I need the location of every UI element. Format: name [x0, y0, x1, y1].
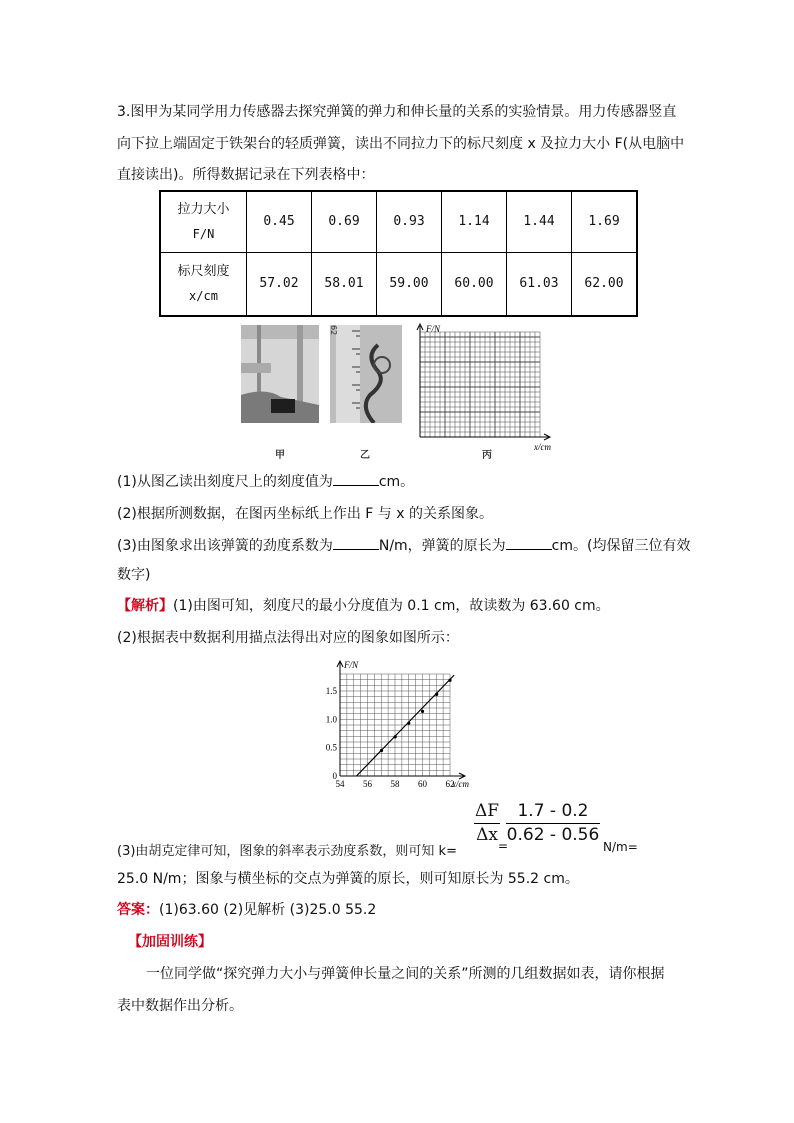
- data-point: [380, 749, 383, 752]
- formula-delta-x: Δx: [474, 823, 500, 846]
- table-cell: 62.00: [572, 253, 638, 317]
- y-tick-label: 0: [332, 771, 337, 781]
- question-line-1: 3.图甲为某同学用力传感器去探究弹簧的弹力和伸长量的关系的实验情景。用力传感器竖直: [117, 104, 677, 120]
- sub3-middle: N/m，弹簧的原长为: [378, 538, 506, 554]
- sub1-unit: cm。: [378, 474, 415, 490]
- figure-bing-grid: [412, 322, 558, 452]
- formula-delta-f: ΔF: [474, 801, 500, 821]
- data-point: [407, 722, 410, 725]
- answer-blank: [333, 535, 379, 550]
- grid-xlabel: x/cm: [534, 442, 551, 452]
- table-row: [160, 253, 637, 317]
- ruler-tick-label: 62: [329, 325, 338, 336]
- answer-label: 答案：: [117, 902, 159, 918]
- extra-line-2: 表中数据作出分析。: [117, 998, 243, 1014]
- sub-question-3: [117, 534, 697, 558]
- data-table: [159, 190, 638, 317]
- chart-ylabel: F/N: [344, 660, 359, 670]
- question-line-3: 直接读出)。所得数据记录在下列表格中：: [117, 167, 375, 183]
- analysis-text-1: (1)由图可知，刻度尺的最小分度值为 0.1 cm，故读数为 63.60 cm。: [173, 598, 610, 614]
- y-tick-label: 1.5: [325, 686, 337, 696]
- y-tick-label: 1.0: [325, 714, 337, 725]
- table-cell: 1.44: [507, 191, 572, 253]
- figure-jia-photo: [241, 325, 319, 423]
- data-point: [421, 710, 424, 713]
- formula-unit: N/m=: [603, 840, 638, 854]
- answer-blank: [333, 471, 379, 486]
- formula-equals: =: [498, 839, 509, 853]
- formula-prefix: (3)由胡克定律可知，图象的斜率表示劲度系数，则可知 k=: [117, 844, 457, 859]
- x-tick-label: 54: [335, 779, 345, 789]
- fit-line: [357, 675, 455, 776]
- data-point: [448, 679, 451, 682]
- x-tick-label: 56: [363, 779, 372, 789]
- data-point: [435, 693, 438, 696]
- sub1-text: (1)从图乙读出刻度尺上的刻度值为: [117, 474, 333, 490]
- sub3-text: (3)由图象求出该弹簧的劲度系数为: [117, 538, 333, 554]
- table-header-unit: F/N: [192, 227, 215, 241]
- sub-question-3-line-2: 数字): [117, 567, 151, 583]
- x-tick-label: 58: [390, 779, 400, 789]
- solution-chart: [322, 660, 482, 792]
- figure-label-bing: 丙: [482, 450, 492, 461]
- formula-numerator: 1.7 - 0.2: [517, 801, 589, 821]
- sub-question-1: [117, 470, 697, 494]
- table-row: [160, 191, 637, 253]
- table-cell: 0.93: [377, 191, 442, 253]
- extra-training-label: [128, 930, 708, 954]
- question-line-2: 向下拉上端固定于铁架台的轻质弹簧，读出不同拉力下的标尺刻度 x 及拉力大小 F(从电脑中: [117, 136, 685, 152]
- y-tick-label: 0.5: [325, 742, 337, 753]
- table-header-unit: x/cm: [189, 289, 218, 303]
- table-cell: 57.02: [247, 253, 312, 317]
- table-cell: 58.01: [312, 253, 377, 317]
- table-header-cell: [160, 191, 247, 253]
- sub-question-2: (2)根据所测数据，在图丙坐标纸上作出 F 与 x 的关系图象。: [117, 506, 493, 522]
- ruler-photo-image: [330, 325, 402, 423]
- extra-label: 【加固训练】: [128, 934, 212, 950]
- table-header-label: 标尺刻度: [177, 264, 230, 279]
- table-cell: 1.69: [572, 191, 638, 253]
- x-tick-label: 60: [418, 779, 427, 789]
- table-header-cell: [160, 253, 247, 317]
- data-point: [394, 735, 397, 738]
- table-cell: 60.00: [442, 253, 507, 317]
- analysis-line-2: (2)根据表中数据利用描点法得出对应的图象如图所示：: [117, 630, 459, 646]
- setup-photo-image: [241, 325, 319, 423]
- chart-xlabel: x/cm: [452, 779, 469, 789]
- sub3-after: cm。(均保留三位有效: [551, 538, 691, 554]
- table-cell: 0.69: [312, 191, 377, 253]
- extra-line-1: 一位同学做“探究弹力大小与弹簧伸长量之间的关系”所测的几组数据如表，请你根据: [146, 966, 665, 982]
- answer-blank: [506, 535, 552, 550]
- formula-value-fraction: [506, 799, 600, 846]
- result-line: 25.0 N/m；图象与横坐标的交点为弹簧的原长，则可知原长为 55.2 cm。: [117, 871, 579, 887]
- analysis-label: 【解析】: [117, 598, 173, 614]
- table-cell: 61.03: [507, 253, 572, 317]
- answer-line: [117, 898, 697, 922]
- grid-ylabel: F/N: [426, 324, 441, 334]
- figure-label-yi: 乙: [360, 450, 370, 461]
- figure-yi-photo: [330, 325, 402, 423]
- answer-text: (1)63.60 (2)见解析 (3)25.0 55.2: [159, 902, 377, 918]
- formula-denominator: 0.62 - 0.56: [506, 825, 600, 845]
- figure-label-jia: 甲: [275, 450, 285, 461]
- table-cell: 1.14: [442, 191, 507, 253]
- x-tick-label: 62: [445, 779, 455, 789]
- formula-delta-fraction: [474, 799, 500, 846]
- analysis-line-1: [117, 594, 697, 618]
- table-cell: 0.45: [247, 191, 312, 253]
- table-cell: 59.00: [377, 253, 442, 317]
- table-header-label: 拉力大小: [177, 202, 230, 217]
